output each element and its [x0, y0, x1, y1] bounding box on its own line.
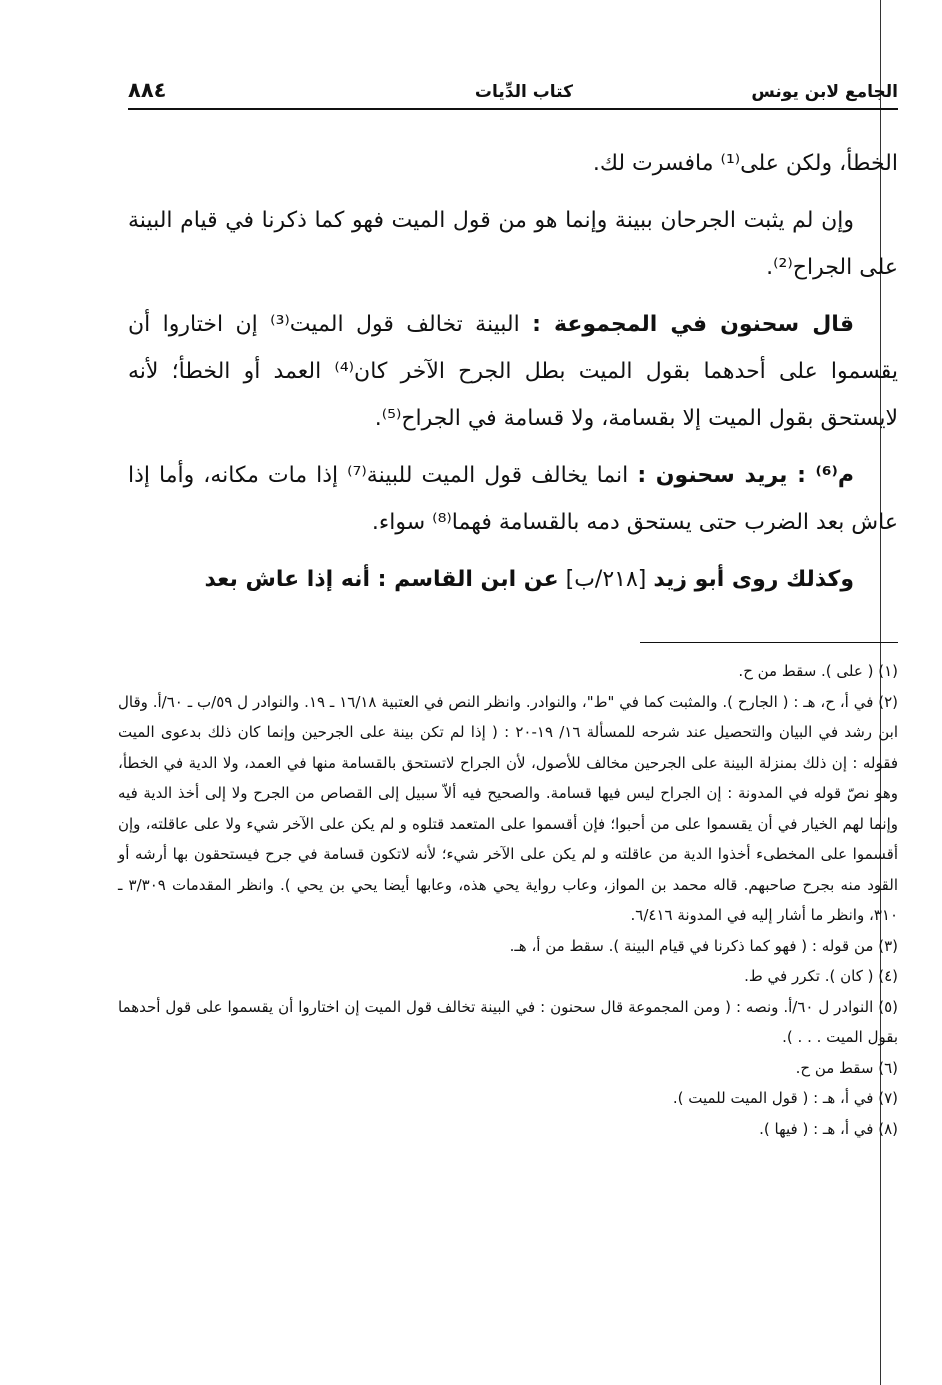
footnote-rule	[640, 642, 898, 643]
footnote: (٦) سقط من ح.	[795, 1058, 898, 1077]
paragraph-lead: وكذلك روى أبو زيد	[653, 567, 854, 592]
footnote: (٣) من قوله : ( فهو كما ذكرنا في قيام البينة ). سقط من أ، هـ.	[509, 936, 898, 955]
footnote: (٨) في أ، هـ : ( فيها ).	[759, 1119, 898, 1138]
paragraph: وإن لم يثبت الجرحان ببينة وإنما هو من قول الميت فهو كما ذكرنا في قيام البينة على الجراح⁽²⁾.	[128, 208, 898, 280]
footnotes	[118, 656, 898, 1144]
footnote: (٤) ( كان ). تكرر في ط.	[744, 967, 898, 985]
paragraph	[128, 452, 898, 546]
paragraph-lead: م⁽⁶⁾ : يريد سحنون :	[637, 463, 854, 488]
footnote: (١) ( على ). سقط من ح.	[738, 662, 898, 680]
main-text	[128, 140, 898, 613]
page-header	[128, 78, 898, 108]
footnote: (٧) في أ، هـ : ( قول الميت للميت ).	[672, 1089, 898, 1107]
paragraph-text: انما يخالف قول الميت للبينة⁽⁷⁾ إذا مات مكانه، وأما إذا عاش بعد الضرب حتى يستحق دمه بالقسامة فهما⁽⁸⁾ سواء.	[128, 463, 898, 535]
paragraph-lead: قال سحنون في المجموعة :	[532, 312, 854, 337]
book-title: الجامع لابن يونس	[751, 82, 898, 102]
paragraph	[128, 556, 898, 603]
paragraph: الخطأ، ولكن على⁽¹⁾ مافسرت لك.	[592, 151, 898, 176]
header-rule	[128, 108, 898, 110]
paragraph	[128, 301, 898, 442]
page-number: ٨٨٤	[128, 78, 167, 102]
footnote: (٥) النوادر ل ٦٠/أ. ونصه : ( ومن المجموعة قال سحنون : في البينة تخالف قول الميت إن اختاروا أن يقسموا على قول أحدهما بقول الميت . . . ).	[118, 997, 898, 1046]
chapter-title: كتاب الدِّيات	[474, 82, 573, 102]
footnote: (٢) في أ، ح، هـ : ( الجارح ). والمثبت كما في "ط"، والنوادر. وانظر النص في العتبية ١٦/١٨ ـ ١٩. والنوادر ل ٥٩/ب ـ ٦٠/أ. وقال ابن رشد في البيان والتحصيل عند شرحه للمسألة ١٦/ ١٩-٢٠ : ( إذا لم تكن بينة على الجرحين وإنما كان ذلك بدعوى الميت فقوله : إن ذلك بمنزلة البينة على الجرحين مخالف للأصول، لأن الجراح لاتستحق بالقسامة منها في العمد، ولا الدية في الخطأ، وهو نصّ قوله في المدونة : إن الجراح ليس فيها قسامة. والصحيح فيه ألاّ سبيل إلى القصاص من الجرح ولا إلى أخذ الدية فيه وإنما لهم الخيار في أن يقسموا على من أحبوا؛ فإن أقسموا على المتعمد قتلوه و لم يكن على الآخر شيء ولا على عاقلته، وإن أقسموا على المخطىء أخذوا الدية من عاقلته و لم يكن على الآخر شيء؛ لأنه لاتكون قسامة في جرح فيستحقون بها أرشه أو القود منه بجرح صاحبهم. قاله محمد بن المواز، وعاب رواية يحي هذه، وعابها أيضا يحي بن يحي ). وانظر المقدمات ٣/٣٠٩ ـ ٣١٠، وانظر ما أشار إليه في المدونة ٦/٤١٦.	[118, 692, 899, 924]
folio-marker: [٢١٨/ب]	[558, 567, 654, 592]
paragraph-text: البينة تخالف قول الميت⁽³⁾ إن اختاروا أن يقسموا على أحدهما بقول الميت بطل الجرح الآخر كان⁽⁴⁾ العمد أو الخطأ؛ لأنه لايستحق بقول الميت إلا بقسامة، ولا قسامة في الجراح⁽⁵⁾.	[128, 312, 898, 431]
paragraph-text: عن ابن القاسم : أنه إذا عاش بعد	[204, 567, 559, 592]
